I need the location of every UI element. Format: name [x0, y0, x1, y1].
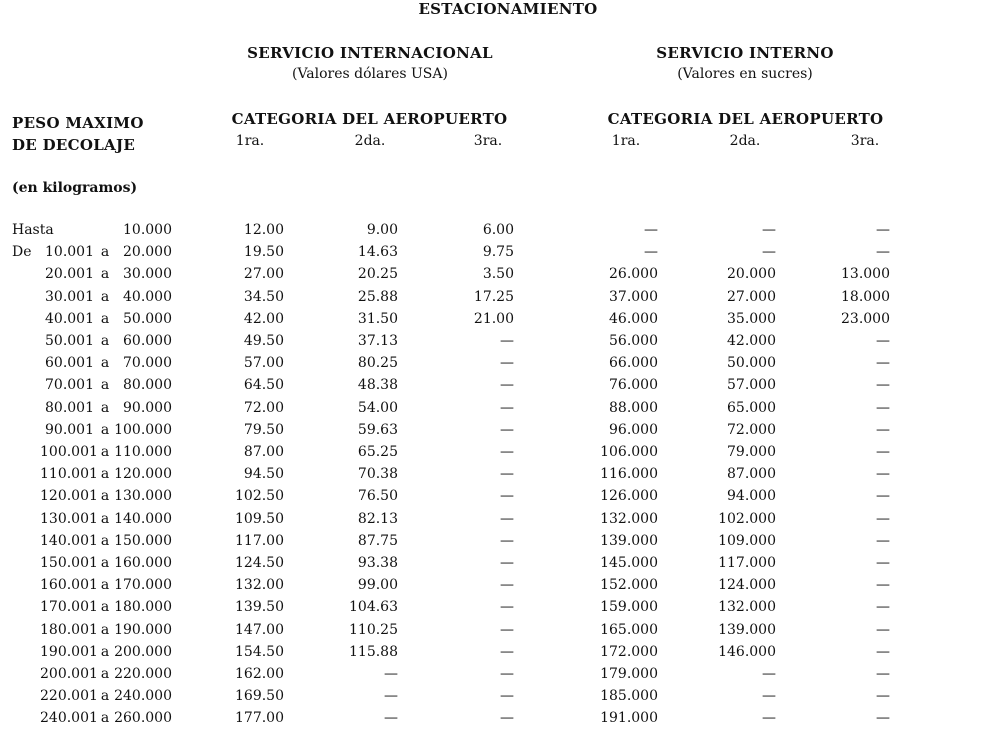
- weight-connector: a: [100, 599, 110, 616]
- domestic-fee-3ra: —: [876, 377, 890, 394]
- weight-from: 70.001: [45, 377, 94, 394]
- weight-to: 100.000: [114, 421, 172, 438]
- weight-to: 10.000: [123, 222, 172, 238]
- domestic-fee-1ra: 37.000: [609, 288, 658, 305]
- domestic-fee-3ra: —: [876, 666, 890, 682]
- weight-to: 160.000: [114, 555, 172, 571]
- intl-fee-3ra: —: [500, 643, 514, 660]
- intl-fee-1ra: 139.50: [235, 599, 284, 616]
- domestic-fee-1ra: 172.000: [600, 643, 658, 660]
- intl-fee-3ra: —: [500, 488, 514, 505]
- weight-from: 30.001: [45, 288, 94, 305]
- intl-fee-3ra: —: [500, 555, 514, 571]
- unit-note: (en kilogramos): [12, 180, 138, 196]
- intl-fee-2da: 9.00: [366, 222, 398, 238]
- intl-fee-2da: —: [384, 710, 398, 727]
- domestic-fee-1ra: 191.000: [600, 710, 658, 727]
- domestic-service-title: SERVICIO INTERNO: [656, 44, 834, 62]
- domestic-fee-2da: 132.000: [718, 599, 776, 616]
- domestic-fee-1ra: 165.000: [600, 621, 658, 638]
- intl-fee-1ra: 57.00: [243, 355, 284, 372]
- weight-from: 190.001: [40, 643, 98, 660]
- weight-connector: a: [100, 555, 110, 571]
- domestic-fee-1ra: 26.000: [609, 266, 658, 283]
- weight-from: 180.001: [40, 621, 98, 638]
- weight-connector: a: [100, 666, 110, 682]
- intl-fee-1ra: 117.00: [235, 532, 284, 549]
- domestic-fee-1ra: 179.000: [600, 666, 658, 682]
- weight-from: 10.001: [45, 244, 94, 261]
- intl-fee-2da: 110.25: [349, 621, 398, 638]
- domestic-fee-2da: 42.000: [727, 333, 776, 349]
- intl-cat-1: 1ra.: [235, 133, 265, 149]
- domestic-fee-1ra: 96.000: [609, 421, 658, 438]
- intl-fee-3ra: —: [500, 355, 514, 372]
- domestic-fee-2da: —: [762, 688, 776, 705]
- weight-header-line1: PESO MAXIMO: [12, 114, 144, 132]
- weight-from: 140.001: [40, 532, 98, 549]
- domestic-fee-1ra: 152.000: [600, 577, 658, 594]
- intl-fee-2da: 70.38: [357, 466, 398, 483]
- weight-from: 90.001: [45, 421, 94, 438]
- weight-to: 30.000: [123, 266, 172, 283]
- intl-fee-1ra: 94.50: [243, 466, 284, 483]
- domestic-fee-3ra: —: [876, 466, 890, 483]
- intl-fee-1ra: 147.00: [235, 621, 284, 638]
- weight-connector: a: [100, 266, 110, 283]
- weight-from: 50.001: [45, 333, 94, 349]
- intl-fee-3ra: —: [500, 688, 514, 705]
- weight-from: 160.001: [40, 577, 98, 594]
- intl-fee-2da: 82.13: [357, 510, 398, 527]
- domestic-fee-2da: 57.000: [727, 377, 776, 394]
- intl-fee-2da: —: [384, 688, 398, 705]
- intl-fee-3ra: —: [500, 333, 514, 349]
- intl-fee-1ra: 72.00: [243, 399, 284, 416]
- domestic-fee-1ra: 185.000: [600, 688, 658, 705]
- weight-connector: a: [100, 355, 110, 372]
- intl-fee-3ra: —: [500, 666, 514, 682]
- domestic-fee-1ra: —: [644, 222, 658, 238]
- intl-fee-3ra: 21.00: [473, 310, 514, 327]
- weight-to: 60.000: [123, 333, 172, 349]
- intl-fee-1ra: 64.50: [243, 377, 284, 394]
- domestic-fee-1ra: 139.000: [600, 532, 658, 549]
- weight-connector: a: [100, 710, 110, 727]
- intl-fee-2da: 54.00: [357, 399, 398, 416]
- intl-fee-3ra: —: [500, 399, 514, 416]
- intl-service-title: SERVICIO INTERNACIONAL: [247, 44, 493, 62]
- domestic-fee-1ra: 126.000: [600, 488, 658, 505]
- weight-connector: a: [100, 643, 110, 660]
- domestic-fee-3ra: —: [876, 555, 890, 571]
- domestic-fee-3ra: —: [876, 710, 890, 727]
- domestic-fee-3ra: —: [876, 244, 890, 261]
- weight-from: 240.001: [40, 710, 98, 727]
- domestic-fee-3ra: —: [876, 643, 890, 660]
- domestic-fee-1ra: 76.000: [609, 377, 658, 394]
- intl-fee-2da: 14.63: [357, 244, 398, 261]
- weight-to: 90.000: [123, 399, 172, 416]
- weight-from: 40.001: [45, 310, 94, 327]
- domestic-fee-3ra: 18.000: [841, 288, 890, 305]
- weight-from: 150.001: [40, 555, 98, 571]
- domestic-service-subtitle: (Valores en sucres): [677, 66, 813, 82]
- weight-to: 110.000: [114, 444, 172, 460]
- weight-to: 170.000: [114, 577, 172, 594]
- intl-fee-1ra: 79.50: [243, 421, 284, 438]
- intl-fee-2da: 20.25: [357, 266, 398, 283]
- domestic-cat-2: 2da.: [729, 133, 761, 149]
- domestic-fee-2da: —: [762, 666, 776, 682]
- intl-fee-1ra: 109.50: [235, 510, 284, 527]
- intl-fee-2da: 87.75: [357, 532, 398, 549]
- intl-fee-2da: 37.13: [357, 333, 398, 349]
- weight-from: 110.001: [40, 466, 98, 483]
- intl-fee-3ra: —: [500, 621, 514, 638]
- intl-fee-2da: 80.25: [357, 355, 398, 372]
- domestic-fee-3ra: —: [876, 488, 890, 505]
- weight-to: 200.000: [114, 643, 172, 660]
- weight-connector: a: [100, 577, 110, 594]
- weight-connector: a: [100, 532, 110, 549]
- domestic-cat-3: 3ra.: [850, 133, 880, 149]
- domestic-fee-1ra: 56.000: [609, 333, 658, 349]
- domestic-fee-2da: 20.000: [727, 266, 776, 283]
- intl-fee-2da: —: [384, 666, 398, 682]
- intl-fee-3ra: —: [500, 532, 514, 549]
- intl-fee-1ra: 12.00: [243, 222, 284, 238]
- domestic-fee-2da: 109.000: [718, 532, 776, 549]
- domestic-fee-2da: 117.000: [718, 555, 776, 571]
- domestic-fee-2da: 124.000: [718, 577, 776, 594]
- weight-connector: a: [100, 510, 110, 527]
- weight-connector: a: [100, 333, 110, 349]
- weight-to: 150.000: [114, 532, 172, 549]
- weight-from: 220.001: [40, 688, 98, 705]
- domestic-fee-2da: 102.000: [718, 510, 776, 527]
- domestic-fee-2da: —: [762, 244, 776, 261]
- intl-fee-2da: 59.63: [357, 421, 398, 438]
- domestic-fee-2da: —: [762, 222, 776, 238]
- weight-connector: a: [100, 688, 110, 705]
- intl-fee-1ra: 154.50: [235, 643, 284, 660]
- domestic-fee-3ra: —: [876, 399, 890, 416]
- domestic-fee-1ra: 106.000: [600, 444, 658, 460]
- weight-from: 200.001: [40, 666, 98, 682]
- weight-from: 60.001: [45, 355, 94, 372]
- row-prefix: De: [12, 244, 32, 261]
- weight-to: 80.000: [123, 377, 172, 394]
- intl-fee-3ra: —: [500, 444, 514, 460]
- intl-fee-3ra: —: [500, 577, 514, 594]
- intl-fee-3ra: —: [500, 466, 514, 483]
- intl-fee-2da: 76.50: [357, 488, 398, 505]
- weight-connector: a: [100, 399, 110, 416]
- intl-fee-2da: 48.38: [357, 377, 398, 394]
- domestic-fee-3ra: 23.000: [841, 310, 890, 327]
- domestic-fee-1ra: 46.000: [609, 310, 658, 327]
- weight-connector: a: [100, 377, 110, 394]
- weight-from: 130.001: [40, 510, 98, 527]
- intl-fee-1ra: 27.00: [243, 266, 284, 283]
- domestic-cat-1: 1ra.: [611, 133, 641, 149]
- domestic-fee-2da: —: [762, 710, 776, 727]
- intl-fee-2da: 115.88: [349, 643, 398, 660]
- domestic-fee-2da: 79.000: [727, 444, 776, 460]
- domestic-fee-1ra: 116.000: [600, 466, 658, 483]
- domestic-fee-1ra: 145.000: [600, 555, 658, 571]
- intl-fee-3ra: 3.50: [482, 266, 514, 283]
- weight-from: 120.001: [40, 488, 98, 505]
- intl-fee-1ra: 177.00: [235, 710, 284, 727]
- weight-to: 40.000: [123, 288, 172, 305]
- weight-from: 80.001: [45, 399, 94, 416]
- domestic-fee-3ra: —: [876, 577, 890, 594]
- weight-connector: a: [100, 621, 110, 638]
- weight-to: 240.000: [114, 688, 172, 705]
- intl-fee-3ra: 6.00: [482, 222, 514, 238]
- intl-fee-2da: 93.38: [357, 555, 398, 571]
- domestic-fee-3ra: —: [876, 688, 890, 705]
- intl-cat-2: 2da.: [354, 133, 386, 149]
- domestic-fee-3ra: —: [876, 532, 890, 549]
- domestic-fee-3ra: —: [876, 355, 890, 372]
- domestic-fee-3ra: —: [876, 510, 890, 527]
- intl-fee-1ra: 42.00: [243, 310, 284, 327]
- weight-to: 130.000: [114, 488, 172, 505]
- domestic-fee-1ra: 132.000: [600, 510, 658, 527]
- intl-fee-1ra: 87.00: [243, 444, 284, 460]
- intl-fee-2da: 25.88: [357, 288, 398, 305]
- intl-fee-3ra: 17.25: [473, 288, 514, 305]
- intl-fee-1ra: 19.50: [243, 244, 284, 261]
- weight-connector: a: [100, 310, 110, 327]
- weight-connector: a: [100, 488, 110, 505]
- weight-to: 20.000: [123, 244, 172, 261]
- weight-from: 20.001: [45, 266, 94, 283]
- row-prefix: Hasta: [12, 222, 54, 238]
- weight-from: 100.001: [40, 444, 98, 460]
- intl-fee-1ra: 49.50: [243, 333, 284, 349]
- domestic-fee-2da: 27.000: [727, 288, 776, 305]
- weight-to: 120.000: [114, 466, 172, 483]
- weight-header-line2: DE DECOLAJE: [12, 136, 136, 154]
- intl-fee-1ra: 34.50: [243, 288, 284, 305]
- weight-connector: a: [100, 444, 110, 460]
- weight-connector: a: [100, 466, 110, 483]
- domestic-fee-3ra: —: [876, 333, 890, 349]
- intl-service-subtitle: (Valores dólares USA): [292, 66, 448, 82]
- intl-fee-1ra: 169.50: [235, 688, 284, 705]
- domestic-fee-1ra: 88.000: [609, 399, 658, 416]
- intl-fee-3ra: —: [500, 421, 514, 438]
- intl-fee-1ra: 132.00: [235, 577, 284, 594]
- domestic-fee-3ra: —: [876, 421, 890, 438]
- weight-to: 140.000: [114, 510, 172, 527]
- weight-to: 50.000: [123, 310, 172, 327]
- domestic-fee-2da: 139.000: [718, 621, 776, 638]
- page-title: ESTACIONAMIENTO: [418, 0, 598, 18]
- weight-to: 260.000: [114, 710, 172, 727]
- intl-cat-3: 3ra.: [473, 133, 503, 149]
- intl-fee-2da: 31.50: [357, 310, 398, 327]
- intl-fee-3ra: 9.75: [482, 244, 514, 261]
- intl-fee-3ra: —: [500, 377, 514, 394]
- intl-fee-3ra: —: [500, 710, 514, 727]
- intl-fee-2da: 99.00: [357, 577, 398, 594]
- weight-connector: a: [100, 244, 110, 261]
- intl-fee-2da: 104.63: [349, 599, 398, 616]
- weight-to: 180.000: [114, 599, 172, 616]
- weight-from: 170.001: [40, 599, 98, 616]
- domestic-fee-2da: 146.000: [718, 643, 776, 660]
- weight-to: 220.000: [114, 666, 172, 682]
- domestic-fee-2da: 87.000: [727, 466, 776, 483]
- intl-fee-2da: 65.25: [357, 444, 398, 460]
- domestic-fee-2da: 50.000: [727, 355, 776, 372]
- intl-fee-1ra: 162.00: [235, 666, 284, 682]
- weight-connector: a: [100, 288, 110, 305]
- domestic-fee-2da: 94.000: [727, 488, 776, 505]
- domestic-fee-3ra: —: [876, 222, 890, 238]
- intl-fee-1ra: 102.50: [235, 488, 284, 505]
- domestic-fee-2da: 35.000: [727, 310, 776, 327]
- domestic-fee-3ra: —: [876, 621, 890, 638]
- intl-category-header: CATEGORIA DEL AEROPUERTO: [231, 110, 508, 128]
- intl-fee-3ra: —: [500, 510, 514, 527]
- domestic-category-header: CATEGORIA DEL AEROPUERTO: [607, 110, 884, 128]
- domestic-fee-3ra: —: [876, 444, 890, 460]
- domestic-fee-3ra: —: [876, 599, 890, 616]
- weight-connector: a: [100, 421, 110, 438]
- intl-fee-1ra: 124.50: [235, 555, 284, 571]
- domestic-fee-1ra: 159.000: [600, 599, 658, 616]
- domestic-fee-2da: 72.000: [727, 421, 776, 438]
- weight-to: 70.000: [123, 355, 172, 372]
- weight-to: 190.000: [114, 621, 172, 638]
- domestic-fee-1ra: —: [644, 244, 658, 261]
- intl-fee-3ra: —: [500, 599, 514, 616]
- domestic-fee-3ra: 13.000: [841, 266, 890, 283]
- domestic-fee-1ra: 66.000: [609, 355, 658, 372]
- domestic-fee-2da: 65.000: [727, 399, 776, 416]
